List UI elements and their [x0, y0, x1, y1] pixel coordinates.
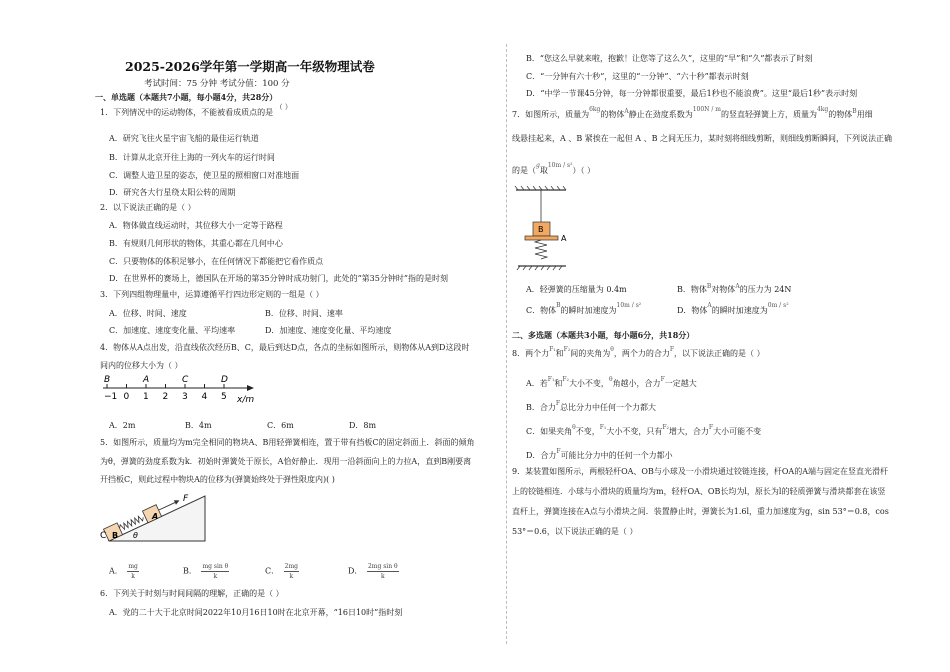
q5-option-d-num: 2mg sin θ	[367, 563, 398, 570]
q7-text-1e: 的物体	[828, 110, 853, 119]
section2-header: 二、多选题（本题共3小题，每小题6分，共18分）	[512, 330, 695, 340]
q8-and: 和	[555, 349, 564, 358]
q7-option-d-v: 0m / s²	[767, 302, 789, 309]
q1-option-a: A．研究飞往火星宇宙飞船的最佳运行轨道	[109, 134, 259, 143]
right-column	[512, 0, 912, 672]
q8-oa-b: 和	[554, 379, 563, 388]
q5-option-c-label: C．	[265, 566, 280, 576]
q7-option-d-b: 的瞬时加速度为	[711, 306, 768, 315]
q8-stem	[512, 347, 765, 361]
q7-label-a-inline: A	[624, 108, 629, 115]
q8-od-b: 可能比分力中的任何一个力都小	[560, 451, 673, 460]
floor-hatch	[517, 266, 562, 270]
q8-od-s1: F	[556, 448, 561, 455]
exam-title: 2025-2026学年第一学期高一年级物理试卷	[125, 59, 375, 74]
q8-oc-e: 大小可能不变	[713, 427, 762, 436]
q7-option-d	[677, 302, 789, 316]
q5-stem-line2: 为θ，弹簧的劲度系数为k．初始时弹簧处于原长，A恰好静止．现用一沿斜面向上的力拉A，直到B刚要离	[100, 457, 472, 466]
q8-oc-d: 增大，合力	[668, 427, 709, 436]
axis-point-label-b: B	[104, 375, 111, 385]
q7-option-d-m: A	[707, 302, 712, 309]
axis-point-label-c: C	[182, 375, 189, 385]
q8-option-b	[526, 402, 656, 413]
axis-unit: x/m	[237, 395, 255, 405]
q8-f: F	[669, 346, 675, 353]
q3-option-d: D．加速度、速度变化量、平均速度	[265, 326, 392, 335]
axis-ticks	[104, 384, 227, 402]
q7-stem-line1	[512, 108, 873, 122]
q1-option-d: D．研究各大行星绕太阳公转的周期	[109, 188, 236, 197]
q7-option-a: A．轻弹簧的压缩量为 0.4m	[526, 285, 627, 294]
q7-g-symbol: g	[536, 162, 540, 169]
label-b: B	[112, 531, 119, 540]
axis-tick-label: 4	[201, 392, 208, 402]
q3-option-a: A．位移、时间、速度	[109, 309, 187, 318]
q8-oc-s4: F	[708, 424, 714, 431]
q1-option-b: B．计算从北京开往上海的一列火车的运行时间	[109, 153, 275, 162]
q7-option-c-v: 10m / s²	[616, 302, 642, 309]
q7-text-3b: ）（ ）	[572, 166, 596, 175]
axis-arrow	[247, 385, 254, 391]
q7-option-c-b: 的瞬时加速度为	[560, 306, 617, 315]
q9-line4: 53°＝0.6，以下说法正确的是（ ）	[512, 527, 638, 536]
q8-option-c	[526, 426, 761, 437]
q7-option-b-b: 对物体	[711, 285, 736, 294]
q5-stem-line1: 5．如图所示，质量均为m完全相同的物块A、B用轻弹簧相连，置于带有挡板C的固定斜面上．斜面的倾角	[100, 438, 475, 447]
q4-option-b: B．4m	[185, 421, 212, 430]
q8-f2: F₂	[563, 346, 571, 353]
q5-option-d-den: k	[380, 573, 385, 580]
q5-option-a-den: k	[131, 573, 135, 580]
q7-g-take: 取	[539, 166, 548, 175]
q7-option-b-m: B	[706, 283, 712, 290]
q8-oa-s4: F	[660, 376, 665, 383]
q5-option-c-den: k	[289, 573, 294, 580]
q7-stem-line2: 线悬挂起来，A 、B 紧挨在一起但 A 、B 之间无压力，某时刻将细线剪断，则细线剪断瞬间，下列说法正确	[512, 134, 893, 143]
q8-ob-a: B．合力	[526, 403, 556, 412]
q8-option-a	[526, 378, 697, 389]
q8-oa-e: 一定越大	[664, 379, 697, 388]
q2-option-d: D．在世界杯的赛场上，德国队在开场的第35分钟时成功射门，此处的“第35分钟时”指的是时刻	[109, 274, 448, 283]
q1-stem-text: 1．下列情况中的运动物体，不能被看成质点的是	[100, 108, 274, 117]
q7-text-1c: 静止在劲度系数为	[628, 110, 693, 119]
q6-option-c: C．“一分钟有六十秒”，这里的“一分钟”、“六十秒”都表示时刻	[526, 72, 749, 81]
q5-option-c-fraction	[284, 562, 299, 581]
q7-option-b-c: 的压力为 24N	[739, 285, 792, 294]
q7-mass-a: 6kg	[589, 106, 601, 113]
q8-oa-s3: θ	[608, 376, 613, 383]
q2-option-b: B．有规则几何形状的物体，其重心都在几何中心	[109, 239, 283, 248]
q6-option-b: B．“您这么早就来啦，抱歉！让您等了这么久”，这里的“早”和“久”都表示了时刻	[526, 54, 813, 63]
q9-line1: 9．某装置如图所示，两根轻杆OA、OB与小球及一小滑块通过铰链连接，杆OA的A端与固定在竖直光滑杆	[512, 467, 888, 476]
q8-stem-d: ，以下说法正确的是（ ）	[674, 349, 765, 358]
q4-option-c: C．6m	[267, 421, 294, 430]
q8-oc-a: C．如果夹角	[526, 427, 573, 436]
q8-oa-s1: F₁	[547, 376, 555, 383]
force-arrowhead	[174, 498, 181, 505]
q4-stem-line1: 4．物体从A点出发，沿直线依次经历B、C，最后到达D点，各点的坐标如图所示，则物体从A到D这段时	[100, 343, 470, 352]
axis-tick-label: 5	[221, 392, 227, 402]
axis-tick-label: 3	[182, 392, 188, 402]
column-divider	[506, 44, 507, 644]
q8-theta: θ	[610, 346, 614, 353]
q8-oc-b: 不变，	[575, 427, 600, 436]
q8-stem-b: 间的夹角为	[570, 349, 611, 358]
q7-text-3a: 的是（	[512, 166, 536, 175]
label-a: A	[561, 234, 567, 243]
ceiling-hatch	[515, 186, 566, 190]
q7-text-1f: 用细	[856, 110, 873, 119]
q5-option-c-num: 2mg	[284, 563, 299, 570]
axis-point-label-a: A	[143, 375, 150, 385]
q1-option-c: C．调整人造卫星的姿态，使卫星的照相窗口对准地面	[109, 171, 300, 180]
axis-tick-label: −1	[104, 392, 118, 402]
block-a-plate	[525, 236, 558, 240]
q5-option-b-num: mg sin θ	[202, 563, 229, 570]
q7-text-1a: 7．如图所示，质量为	[512, 110, 590, 119]
q8-ob-b: 总比分力中任何一个力都大	[560, 403, 657, 412]
q7-option-c	[526, 302, 642, 316]
q8-oc-s2: F₁	[599, 424, 607, 431]
axis-tick-label: 1	[143, 392, 149, 402]
label-stop: C	[100, 531, 107, 541]
q6-option-d: D．“中学一节课45分钟，每一分钟都很重要，最后1秒也不能浪费”。这里“最后1秒”表示时刻	[526, 89, 858, 98]
q8-ob-s1: F	[555, 400, 561, 407]
q5-incline-figure	[97, 488, 207, 548]
q9-line2: 上的铰链相连．小球与小滑块的质量均为m，轻杆OA、OB长均为l，原长为l的轻质弹簧与滑块都套在该竖	[512, 487, 886, 496]
spring	[535, 240, 547, 259]
q7-label-b-inline: B	[852, 108, 857, 115]
label-force: F	[183, 494, 189, 504]
force-arrow	[159, 503, 175, 511]
q5-option-a-num: mg	[128, 563, 138, 570]
q7-mass-b: 4kg	[816, 106, 829, 113]
q8-oa-s2: F₂	[562, 376, 569, 383]
q5-option-d-fraction	[367, 562, 399, 581]
q4-option-a: A．2m	[109, 421, 136, 430]
q7-option-b	[677, 284, 791, 295]
q5-stem-line3: 开挡板C，则此过程中物块A的位移为(弹簧始终处于弹性限度内)( )	[100, 475, 335, 484]
axis-point-label-d: D	[221, 375, 228, 385]
q2-option-a: A．物体做直线运动时，其位移大小一定等于路程	[109, 221, 283, 230]
q7-spring-figure	[514, 186, 574, 272]
q8-f1: F₁	[549, 346, 556, 353]
q3-stem: 3．下列四组物理量中，运算遵循平行四边形定则的一组是（ ）	[100, 290, 324, 299]
axis-points	[104, 375, 228, 385]
q5-option-c	[265, 562, 301, 581]
q8-option-d	[526, 450, 673, 461]
q5-option-b-label: B．	[183, 566, 197, 576]
q5-option-d	[348, 562, 401, 581]
q8-oc-c: 大小不变，只有	[606, 427, 663, 436]
q5-option-b-den: k	[213, 573, 218, 580]
q1-paren: （ ）	[275, 103, 292, 111]
q5-option-a-fraction	[127, 562, 139, 581]
q5-option-d-label: D．	[348, 566, 363, 576]
q8-oc-s3: F₂	[662, 424, 669, 431]
q7-option-b-a: B．物体	[677, 285, 707, 294]
q5-option-b-fraction	[201, 562, 229, 581]
q5-option-a	[109, 562, 141, 581]
q8-stem-c: ，两个力的合力	[613, 349, 670, 358]
q6-option-a: A．党的二十大于北京时间2022年10月16日10时在北京开幕，“16日10时”指时刻	[109, 608, 403, 617]
q8-stem-a: 8．两个力	[512, 349, 550, 358]
q1-stem	[100, 103, 292, 120]
q8-oc-s1: θ	[572, 424, 576, 431]
axis-tick-label: 2	[162, 392, 169, 402]
left-column	[95, 0, 505, 672]
label-angle: θ	[133, 531, 138, 540]
q3-option-c: C．加速度、速度变化量、平均速率	[109, 326, 236, 335]
q8-oa-a: A．若	[526, 379, 548, 388]
q7-text-1d: 的竖直轻弹簧上方，质量为	[720, 110, 817, 119]
q4-option-d: D．8m	[349, 421, 377, 430]
q5-option-b	[183, 562, 231, 581]
q7-g-value: 10m / s²	[547, 162, 573, 169]
q7-stem-line3	[512, 164, 595, 178]
q6-stem: 6．下列关于时刻与时间间隔的理解，正确的是（ ）	[100, 589, 284, 598]
exam-info: 考试时间：75 分钟 考试分值：100 分	[144, 79, 290, 89]
q4-stem-line2: 间内的位移大小为（ ）	[100, 361, 183, 370]
q9-line3: 直杆上，弹簧连接在A点与小滑块之间．装置静止时，弹簧长为1.6l，重力加速度为g，sin 53°＝0.8，cos	[512, 507, 889, 516]
label-a: A	[152, 512, 159, 521]
axis-tick-label: 0	[123, 392, 130, 402]
q2-stem: 2．以下说法正确的是（ ）	[100, 203, 196, 212]
q3-option-b: B．位移、时间、速率	[265, 309, 343, 318]
q5-option-a-label: A．	[109, 566, 123, 576]
q4-number-line	[97, 373, 267, 407]
section1-header: 一、单选题（本题共7小题，每小题4分，共28分）	[95, 92, 278, 102]
q8-oa-d: 角越小，合力	[612, 379, 661, 388]
q7-text-1b: 的物体	[600, 110, 625, 119]
q8-oa-c: 大小不变，	[568, 379, 609, 388]
label-b: B	[538, 225, 544, 234]
q2-option-c: C．只要物体的体积足够小，在任何情况下都能把它看作质点	[109, 257, 324, 266]
q8-od-a: D．合力	[526, 451, 557, 460]
q7-option-c-a: C．物体	[526, 306, 557, 315]
q7-option-d-a: D．物体	[677, 306, 708, 315]
q7-option-c-m: B	[556, 302, 561, 309]
q7-spring-k: 100N / m	[692, 106, 721, 113]
q7-option-b-m2: A	[735, 283, 740, 290]
